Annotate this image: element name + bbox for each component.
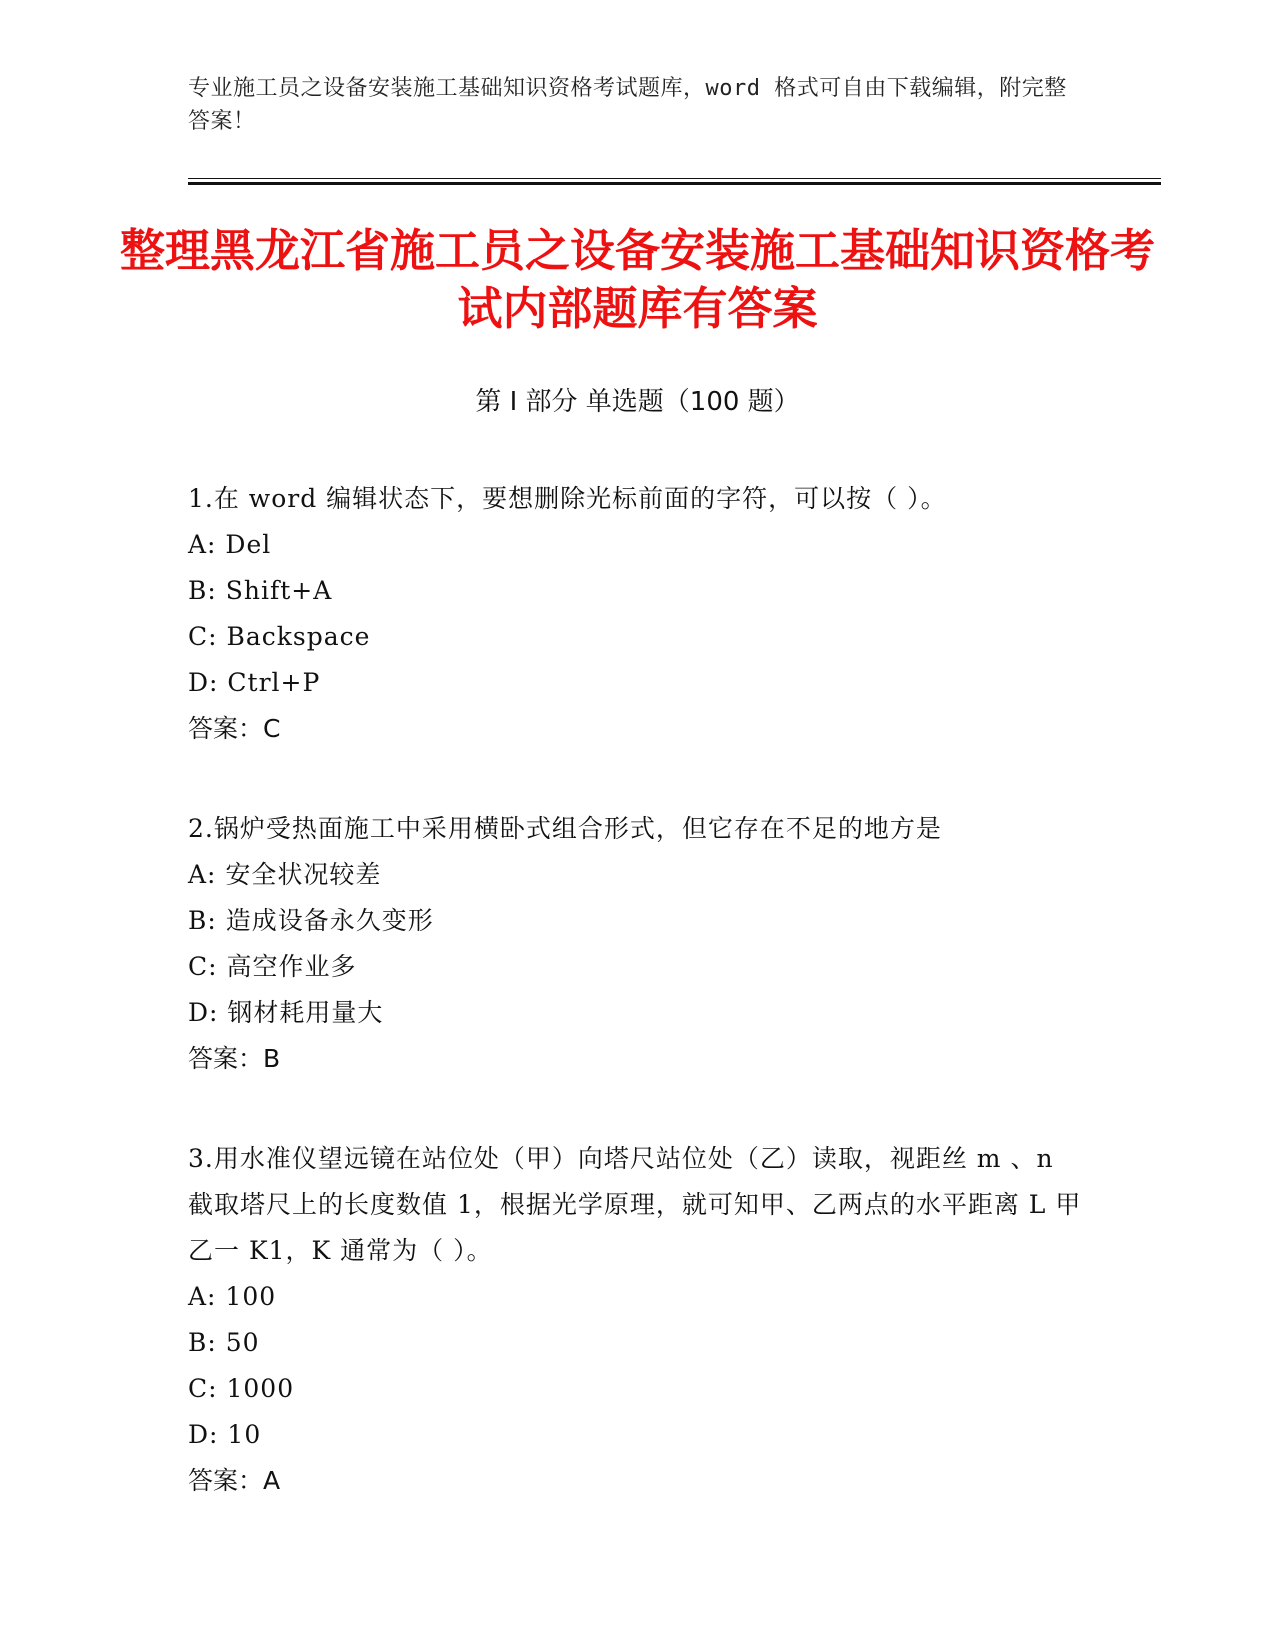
header-rule-thin [188,178,1161,179]
option-a: A: 100 [188,1282,277,1311]
question-3 [188,1136,1088,1504]
header-note: 专业施工员之设备安装施工基础知识资格考试题库，word 格式可自由下载编辑，附完整答案！ [188,76,1067,134]
question-1 [188,476,1088,752]
header-rule-thick [188,182,1161,185]
option-a: A: 安全状况较差 [188,860,382,889]
answer: 答案：C [188,714,281,743]
option-c: C: 1000 [188,1374,295,1403]
answer: 答案：B [188,1044,281,1073]
document-title: 整理黑龙江省施工员之设备安装施工基础知识资格考试内部题库有答案 [120,224,1156,335]
option-c: C: Backspace [188,622,371,651]
question-stem: 1.在 word 编辑状态下，要想删除光标前面的字符，可以按（ ）。 [188,484,947,513]
question-2 [188,806,1088,1082]
option-b: B: 50 [188,1328,260,1357]
answer: 答案：A [188,1466,281,1495]
option-a: A: Del [188,530,272,559]
option-d: D: 10 [188,1420,262,1449]
option-d: D: 钢材耗用量大 [188,998,384,1027]
question-list [188,476,1088,1558]
question-stem: 2.锅炉受热面施工中采用横卧式组合形式，但它存在不足的地方是 [188,814,942,843]
option-b: B: Shift+A [188,576,333,605]
option-d: D: Ctrl+P [188,668,321,697]
question-stem: 3.用水准仪望远镜在站位处（甲）向塔尺站位处（乙）读取，视距丝 m 、n 截取塔尺上的长度数值 1，根据光学原理，就可知甲、乙两点的水平距离 L 甲乙一 K1，K 通常为（ ）。 [188,1144,1082,1265]
option-b: B: 造成设备永久变形 [188,906,434,935]
option-c: C: 高空作业多 [188,952,357,981]
section-title: 第 I 部分 单选题（100 题） [475,387,800,417]
